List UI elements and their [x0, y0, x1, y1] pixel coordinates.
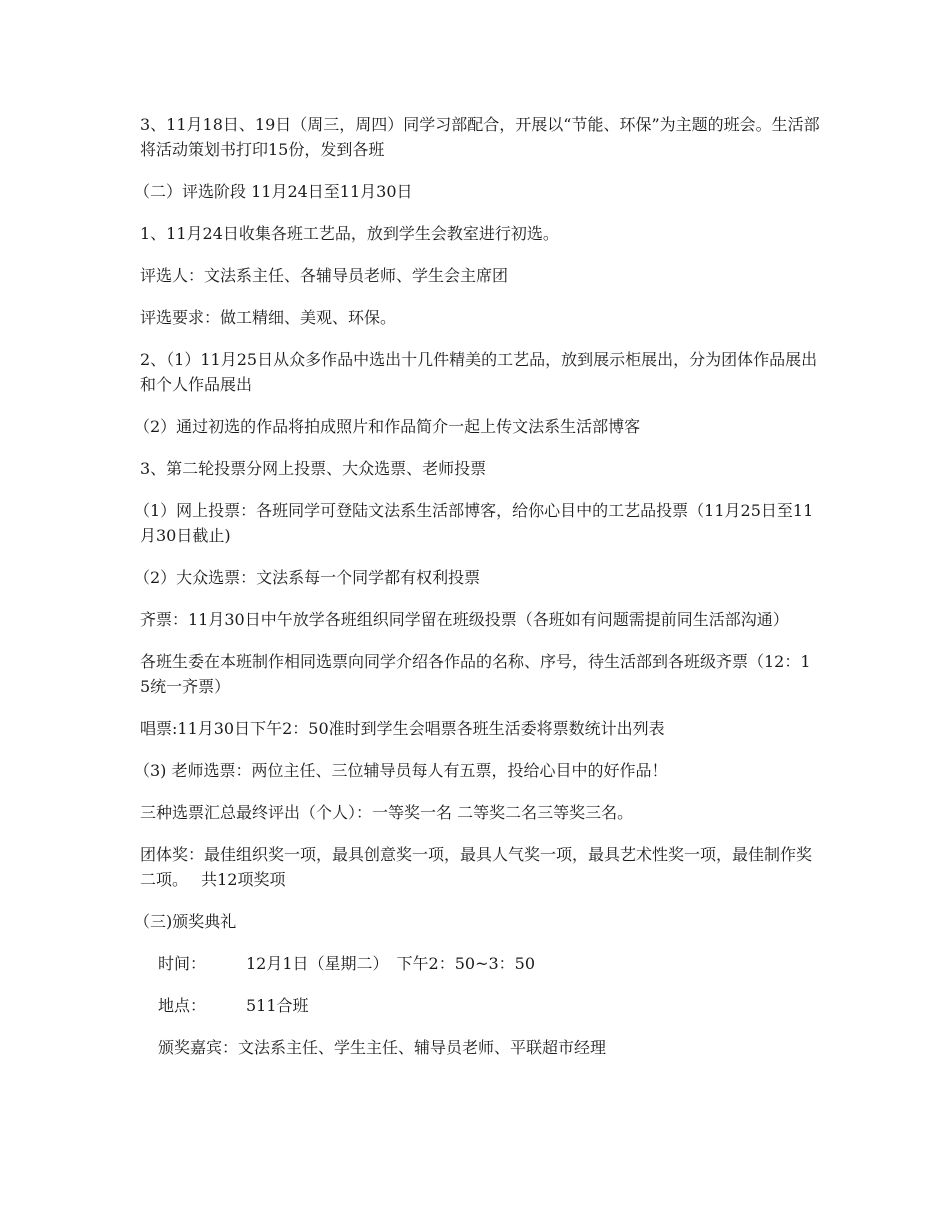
ceremony-guests-row [140, 1035, 820, 1060]
ceremony-guests-value: 文法系主任、学生主任、辅导员老师、平联超市经理 [238, 1038, 607, 1057]
ceremony-place-label: 地点： [158, 996, 207, 1015]
paragraph-upload-blog: （2）通过初选的作品将拍成照片和作品简介一起上传文法系生活部博客 [134, 417, 641, 436]
paragraph-team-awards: 团体奖：最佳组织奖一项，最具创意奖一项，最具人气奖一项，最具艺术性奖一项，最佳制作奖二项。 共12项奖项 [140, 845, 813, 889]
section-heading-ceremony: （三)颁奖典礼 [134, 912, 237, 931]
paragraph-criteria: 评选要求：做工精细、美观、环保。 [140, 308, 397, 327]
paragraph-collect-crafts: 1、11月24日收集各班工艺品，放到学生会教室进行初选。 [140, 224, 559, 243]
ceremony-guests-label: 颁奖嘉宾： [158, 1038, 239, 1057]
ceremony-place-row [140, 993, 820, 1018]
ceremony-time-label: 时间： [158, 954, 207, 973]
paragraph-class-ballots: 各班生委在本班制作相同选票向同学介绍各作品的名称、序号，待生活部到各班级齐票（12：15统一齐票） [140, 652, 811, 696]
paragraph-public-vote: （2）大众选票：文法系每一个同学都有权利投票 [134, 568, 481, 587]
ceremony-time-value: 12月1日（星期二） 下午2：50~3：50 [246, 954, 536, 973]
paragraph-exhibition: 2、（1）11月25日从众多作品中选出十几件精美的工艺品，放到展示柜展出，分为团体作品展出和个人作品展出 [140, 350, 818, 394]
document-body [134, 112, 820, 1077]
ceremony-place-value: 511合班 [246, 996, 309, 1015]
paragraph-online-vote: （1）网上投票：各班同学可登陆文法系生活部博客，给你心目中的工艺品投票（11月25日至11月30日截止) [134, 501, 814, 545]
section-heading-selection: （二）评选阶段 11月24日至11月30日 [134, 182, 413, 201]
paragraph-individual-awards: 三种选票汇总最终评出（个人）：一等奖一名 二等奖二名三等奖三名。 [140, 803, 634, 822]
paragraph-teacher-vote: （3) 老师选票：两位主任、三位辅导员每人有五票，投给心目中的好作品！ [134, 761, 668, 780]
paragraph-second-round: 3、第二轮投票分网上投票、大众选票、老师投票 [140, 459, 487, 478]
paragraph-class-meeting: 3、11月18日、19日（周三，周四）同学习部配合，开展以“节能、环保”为主题的班会。生活部将活动策划书打印15份，发到各班 [140, 115, 820, 159]
paragraph-judges: 评选人：文法系主任、各辅导员老师、学生会主席团 [140, 266, 509, 285]
paragraph-collect-votes: 齐票：11月30日中午放学各班组织同学留在班级投票（各班如有问题需提前同生活部沟通） [140, 610, 789, 629]
ceremony-time-row [140, 951, 820, 976]
paragraph-count-votes: 唱票:11月30日下午2：50准时到学生会唱票各班生活委将票数统计出列表 [140, 719, 665, 738]
